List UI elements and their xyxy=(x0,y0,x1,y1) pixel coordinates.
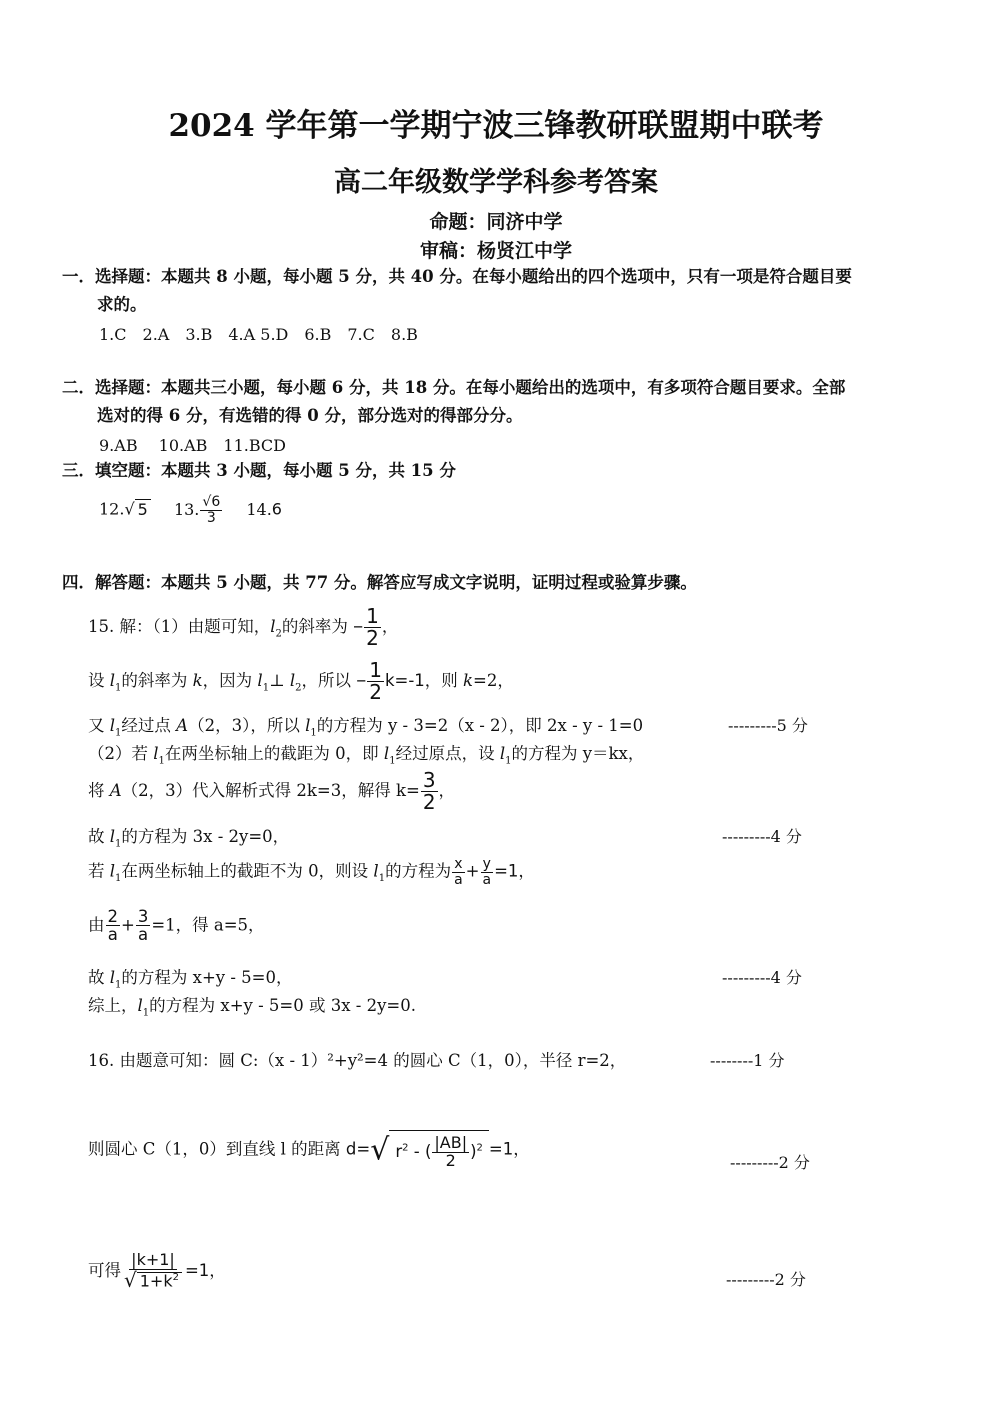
q15-line-10: 综上，$l_1$的方程为 x+y - 5=0 或 3x - 2y=0. xyxy=(88,996,416,1019)
answer-12-label: 12. xyxy=(99,499,125,519)
answer-14-value: 6 xyxy=(271,499,282,519)
q16-frac-ab: $\frac{|AB|}{2}$ xyxy=(434,1133,468,1170)
q16-score-2: ---------2 分 xyxy=(730,1153,810,1172)
answer-13-den: 3 xyxy=(206,509,216,526)
q15-line-1: 15. 解：（1）由题可知，$l_2$的斜率为 – $\frac{1}{2}$ ， xyxy=(88,604,399,650)
q15-frac-3: $\frac{3}{2}$ xyxy=(422,768,436,814)
q15-line-7: 若 $l_1$在两坐标轴上的截距不为 0，则设 $l_1$的方程为 $\frac{x}{a}$ + $\frac{y}{a}$ =1， xyxy=(88,856,535,888)
q16-score-3: ---------2 分 xyxy=(726,1270,806,1289)
q15-line-9: 故 $l_1$的方程为 x+y - 5=0， xyxy=(88,968,293,991)
answer-13-num: 6 xyxy=(211,494,221,510)
section3-answers xyxy=(99,495,282,525)
answer-13-label: 13. xyxy=(173,499,200,519)
sqrt-symbol: √ xyxy=(124,499,135,519)
q15-frac-2: $\frac{1}{2}$ xyxy=(369,658,382,704)
page-title: 2024 学年第一学期宁波三锋教研联盟期中联考 xyxy=(168,108,824,144)
q15-frac-3a: $\frac{3}{a}$ xyxy=(137,907,149,945)
q15-line-8: 由 $\frac{2}{a}$ + $\frac{3}{a}$ =1，得 a=5， xyxy=(88,907,265,945)
q15-line-4: （2）若 $l_1$在两坐标轴上的截距为 0，即 $l_1$经过原点，设 $l_1$的方程为 y＝kx， xyxy=(88,744,645,767)
answer-13-fraction: $\frac{√6}{3}$ xyxy=(202,494,221,526)
q15-frac-2a: $\frac{2}{a}$ xyxy=(107,907,118,945)
q15-line-6: 故 $l_1$的方程为 3x - 2y=0， xyxy=(88,827,290,850)
reviewer-line: 审稿：杨贤江中学 xyxy=(419,240,572,262)
q15-line-3: 又 $l_1$经过点 A（2，3），所以 $l_1$的方程为 y - 3=2（x - 2），即 2x - y - 1=0 xyxy=(88,716,644,739)
q15-score-3: ---------4 分 xyxy=(722,968,802,987)
q15-frac-y: $\frac{y}{a}$ xyxy=(482,856,492,888)
q16-score-1: --------1 分 xyxy=(710,1051,785,1070)
section4-heading: 四．解答题：本题共 5 小题，共 77 分。解答应写成文字说明，证明过程或验算步骤。 xyxy=(62,573,697,592)
author-line: 命题：同济中学 xyxy=(429,211,563,233)
answer-14-label: 14. xyxy=(246,499,272,519)
q15-line-2: 设 $l_1$的斜率为 k，因为 $l_1\perp$ $l_2$，所以 – $\frac{1}{2}$ k=-1，则 k=2， xyxy=(88,658,514,704)
q16-line-3: 可得 $\frac{|k+1|}{√ 1+k^2}$ =1， xyxy=(88,1250,226,1292)
q15-score-2: ---------4 分 xyxy=(722,827,802,846)
section1-answers: 1.C 2.A 3.B 4.A 5.D 6.B 7.C 8.B xyxy=(99,325,418,344)
section2-answers: 9.AB 10.AB 11.BCD xyxy=(99,436,286,455)
q16-frac-k: $\frac{|k+1|}{√ 1+k^2}$ xyxy=(122,1252,184,1291)
q15-line-5: 将 A（2，3）代入解析式得 2k=3，解得 k= $\frac{3}{2}$ ， xyxy=(88,768,456,814)
q16-line-1: 16. 由题意可知：圆 C:（x - 1）²+y²=4 的圆心 C（1，0），半径 r=2， xyxy=(88,1051,627,1070)
section2-heading-2: 选对的得 6 分，有选错的得 0 分，部分选对的得部分分。 xyxy=(97,406,523,425)
section3-heading: 三．填空题：本题共 3 小题，每小题 5 分，共 15 分 xyxy=(62,461,456,480)
q15-frac-1: $\frac{1}{2}$ xyxy=(366,604,379,650)
answer-12-value: 5 xyxy=(135,499,151,519)
section1-heading-1: 一．选择题：本题共 8 小题，每小题 5 分，共 40 分。在每小题给出的四个选项中，只有一项是符合题目要 xyxy=(62,267,852,286)
q15-frac-x: $\frac{x}{a}$ xyxy=(454,856,463,888)
section1-heading-2: 求的。 xyxy=(97,295,147,314)
q15-score-1: ---------5 分 xyxy=(728,716,808,735)
section2-heading-1: 二．选择题：本题共三小题，每小题 6 分，共 18 分。在每小题给出的选项中，有多项符合题目要求。全部 xyxy=(62,378,846,397)
q16-line-2: 则圆心 C（1，0）到直线 l 的距离 d=√ $r^2$ - ( $\frac{|AB|}{2}$ )$^2$ =1， xyxy=(88,1130,530,1170)
page-subtitle: 高二年级数学学科参考答案 xyxy=(334,167,658,198)
